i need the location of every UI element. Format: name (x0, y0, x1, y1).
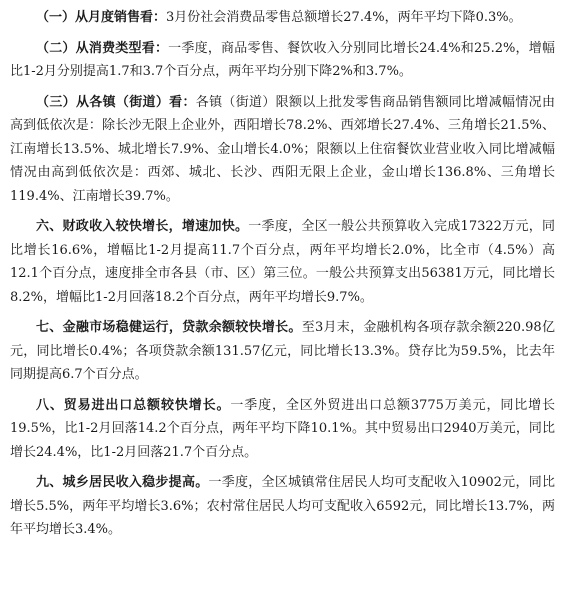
paragraph-body: 一季度，全区城镇常住居民人均可支配收入10902元，同比增长5.5%，两年平均增长3.6%；农村常住居民人均可支配收入6592元，同比增长13.7%，两年平均增长3.4%。 (10, 475, 555, 537)
paragraph-heading: 九、城乡居民收入稳步提高。 (36, 475, 209, 490)
paragraph-financial-market (10, 316, 555, 387)
paragraph-heading: 八、贸易进出口总额较快增长。 (36, 397, 231, 413)
paragraph-heading: （一）从月度销售看： (36, 10, 167, 25)
paragraph-body: 一季度，全区外贸进出口总额3775万美元，同比增长19.5%，比1-2月回落14.2个百分点，两年平均下降10.1%。其中贸易出口2940万美元，同比增长24.4%，比1-2月回落21.7个百分点。 (10, 397, 555, 460)
paragraph-towns-streets (10, 91, 555, 209)
paragraph-heading: （二）从消费类型看： (36, 40, 169, 56)
paragraph-heading: 六、财政收入较快增长，增速加快。 (36, 219, 249, 234)
paragraph-body: 3月份社会消费品零售总额增长27.4%，两年平均下降0.3%。 (166, 10, 522, 25)
paragraph-fiscal-revenue (10, 215, 555, 309)
paragraph-trade (10, 394, 555, 465)
paragraph-consumption-type (10, 37, 555, 84)
paragraph-income (10, 471, 555, 542)
paragraph-heading: （三）从各镇（街道）看： (36, 94, 196, 110)
paragraph-body: 各镇（街道）限额以上批发零售商品销售额同比增减幅情况由高到低依次是：除长沙无限上企业外，西阳增长78.2%、西郊增长27.4%、三角增长21.5%、江南增长13.5%、城北增长7.9%、金山增长4.0%；限额以上住宿餐饮业营业收入同比增减幅情况由高到低依次是：西郊、城北、长沙、西阳无限上企业，金山增长136.8%、三角增长119.4%、江南增长39.7%。 (10, 94, 555, 204)
paragraph-heading: 七、金融市场稳健运行，贷款余额较快增长。 (36, 320, 302, 335)
paragraph-body: 至3月末，金融机构各项存款余额220.98亿元，同比增长0.4%；各项贷款余额131.57亿元，同比增长13.3%。贷存比为59.5%，比去年同期提高6.7个百分点。 (10, 320, 555, 382)
paragraph-monthly-sales (10, 6, 555, 30)
paragraph-body: 一季度，商品零售、餐饮收入分别同比增长24.4%和25.2%，增幅比1-2月分别提高1.7和3.7个百分点，两年平均分别下降2%和3.7%。 (10, 40, 555, 79)
paragraph-body: 一季度，全区一般公共预算收入完成17322万元，同比增长16.6%，增幅比1-2月提高11.7个百分点，两年平均增长2.0%，比全市（4.5%）高12.1个百分点，速度排全市各县（市、区）第三位。一般公共预算支出56381万元，同比增长8.2%，增幅比1-2月回落18.2个百分点，两年平均增长9.7%。 (10, 219, 555, 305)
